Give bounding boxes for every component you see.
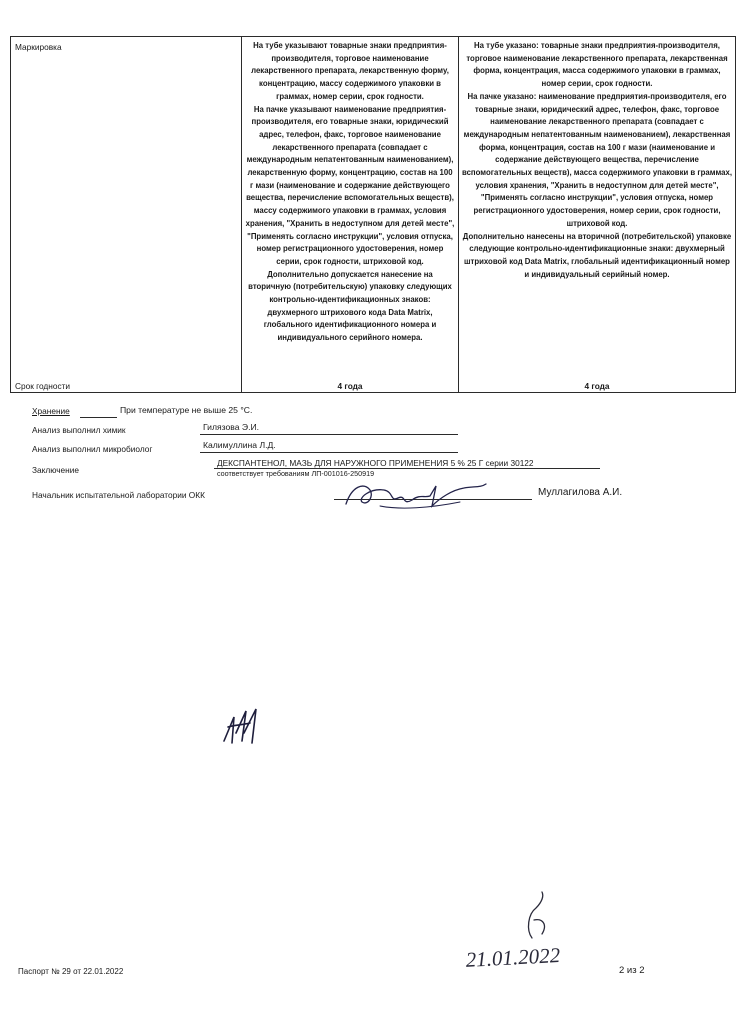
requirement-additional-text: Дополнительно допускается нанесение на вторичную (потребительскую) упаковку следующих контрольно-идентификационных знаков: двухмерного штрихового кода Data Matrix, глобального идентификационного номера и индивидуального серийного номера. <box>248 269 452 343</box>
microbiologist-underline <box>200 452 458 453</box>
microbiologist-label: Анализ выполнил микробиолог <box>32 444 153 454</box>
requirement-cell <box>242 37 459 393</box>
result-tube-text: На тубе указано: товарные знаки предприятия-производителя, торговое наименование лекарственного препарата, лекарственная форма, концентрация, масса содержимого упаковки в граммах, номер серии, срок годности. <box>466 41 728 89</box>
conclusion-line2: соответствует требованиям ЛП-001016-250919 <box>217 469 375 478</box>
spec-table <box>10 36 736 393</box>
result-additional-text: Дополнительно нанесены на вторичной (потребительской) упаковке следующие контрольно-идентификационные знаки: двухмерный штриховой код Data Matrix, глобальный идентификационный номер и индивидуальный серийный номер. <box>462 231 732 279</box>
chemist-name: Гилязова Э.И. <box>203 422 260 432</box>
result-cell <box>459 37 736 393</box>
initials-mark <box>220 703 270 748</box>
storage-underline <box>80 417 117 418</box>
handwritten-date-signature <box>462 890 582 976</box>
chemist-underline <box>200 434 458 435</box>
storage-label: Хранение <box>32 406 70 416</box>
requirement-pack-text: На пачке указывают наименование предприятия-производителя, его товарные знаки, юридический адрес, телефон, факс, торговое наименование лекарственного препарата (совпадает с международным непатентованным наименованием), лекарственную форму, концентрацию, состав на 100 г мази (наименование и содержание действующего вещества, перечисление вспомогательных веществ), массу содержимого упаковки в граммах, условия хранения, "Хранить в недоступном для детей месте", "Применять согласно инструкции", условия отпуска, номер регистрационного удостоверения, номер серии, срок годности, штриховой код. <box>245 104 455 266</box>
storage-value: При температуре не выше 25 °С. <box>120 405 253 415</box>
conclusion-label: Заключение <box>32 465 79 475</box>
result-shelf-life: 4 года <box>584 381 610 391</box>
shelf-life-label: Срок годности <box>15 381 71 391</box>
chemist-label: Анализ выполнил химик <box>32 425 126 435</box>
storage-row <box>32 406 70 416</box>
page-number: 2 из 2 <box>619 965 645 976</box>
requirement-shelf-life: 4 года <box>337 381 363 391</box>
label-cell <box>11 37 242 393</box>
head-name: Муллагилова А.И. <box>538 487 623 498</box>
microbiologist-name: Калимуллина Л.Д. <box>203 440 276 450</box>
result-pack-text: На пачке указано: наименование предприятия-производителя, его товарные знаки, юридический адрес, телефон, факс, торговое наименование лекарственного препарата (совпадает с международным непатентованным наименованием), лекарственная форма, концентрация, состав на 100 г мази (наименование и содержание действующего вещества, перечисление вспомогательных веществ), масса содержимого упаковки в граммах, условия хранения, "Хранить в недоступном для детей месте", "Применять согласно инструкции", условия отпуска, номер регистрационного удостоверения, номер серии, срок годности, штриховой код. <box>462 91 733 228</box>
conclusion-line1: ДЕКСПАНТЕНОЛ, МАЗЬ ДЛЯ НАРУЖНОГО ПРИМЕНЕНИЯ 5 % 25 Г серии 30122 <box>217 458 534 468</box>
head-label: Начальник испытательной лаборатории ОКК <box>32 490 205 500</box>
passport-footer: Паспорт № 29 от 22.01.2022 <box>18 967 124 976</box>
handwritten-date: 21.01.2022 <box>465 943 561 972</box>
requirement-tube-text: На тубе указывают товарные знаки предприятия-производителя, торговое наименование лекарственного препарата, лекарственную форму, концентрацию, массу содержимого упаковки в граммах, номер серии, срок годности. <box>251 41 449 101</box>
head-signature <box>340 476 490 516</box>
marking-label: Маркировка <box>15 42 62 52</box>
